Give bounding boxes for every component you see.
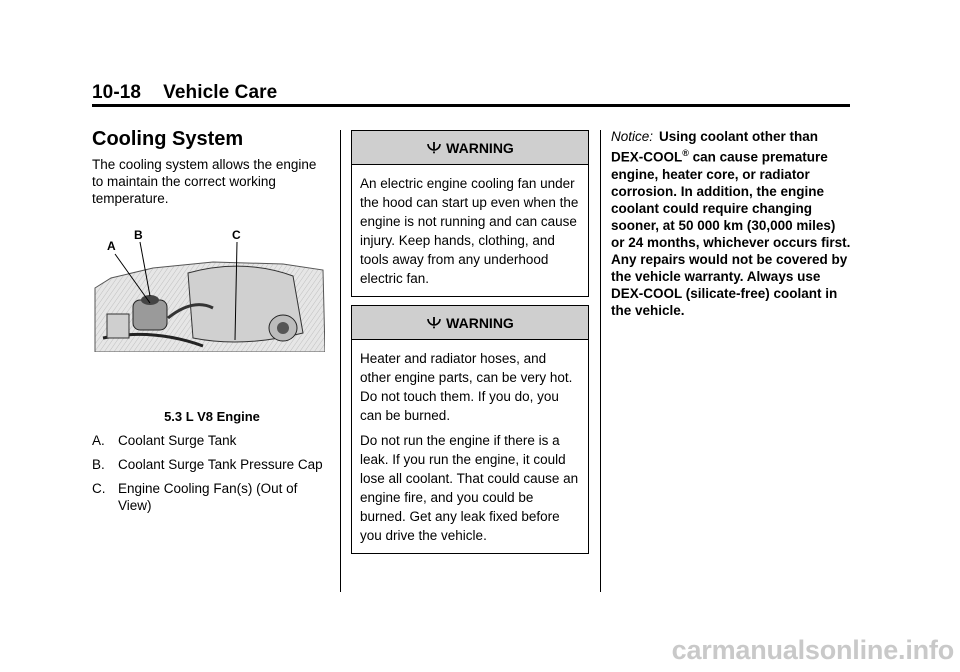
figure-caption: 5.3 L V8 Engine bbox=[164, 409, 260, 424]
legend-key: C. bbox=[92, 481, 106, 496]
chapter-title: Vehicle Care bbox=[163, 82, 278, 103]
figure-label-b: B bbox=[134, 228, 143, 242]
watermark: carmanualsonline.info bbox=[671, 635, 954, 665]
notice-text-1: Using coolant other than DEX-COOL bbox=[611, 129, 819, 165]
intro-paragraph: The cooling system allows the engine to maintain the correct working temperature. bbox=[92, 157, 317, 206]
notice-paragraph bbox=[611, 128, 851, 319]
notice-text-2: can cause premature engine, heater core, or radiator corrosion. In addition, the engine coolant could require changing sooner, at 50 000 km (30,000 miles) or 24 months, whichever occurs first. Any repairs would not be covered by the vehicle warranty. Always use DEX-COOL (silicate-free) coolant in the vehicle. bbox=[611, 149, 851, 318]
legend-value: Coolant Surge Tank bbox=[118, 433, 237, 448]
engine-illustration bbox=[93, 228, 325, 352]
header-rule bbox=[92, 104, 850, 107]
figure-label-a: A bbox=[107, 239, 116, 253]
legend-value: Coolant Surge Tank Pressure Cap bbox=[118, 457, 323, 472]
figure-legend bbox=[92, 432, 332, 521]
warning-title: WARNING bbox=[446, 139, 514, 156]
warning-body bbox=[352, 165, 588, 296]
legend-key: A. bbox=[92, 433, 105, 448]
legend-value: Engine Cooling Fan(s) (Out of View) bbox=[118, 481, 298, 513]
warning-paragraph: Heater and radiator hoses, and other engine parts, can be very hot. Do not touch them. If you do, you can be burned. bbox=[360, 351, 573, 423]
legend-key: B. bbox=[92, 457, 105, 472]
page-number: 10-18 bbox=[92, 82, 142, 103]
legend-item bbox=[92, 480, 332, 514]
figure-label-c: C bbox=[232, 228, 241, 242]
notice-label: Notice: bbox=[611, 129, 654, 144]
legend-item bbox=[92, 456, 332, 473]
warning-icon bbox=[426, 315, 442, 331]
column-divider-1 bbox=[340, 130, 341, 592]
registered-mark: ® bbox=[682, 148, 689, 158]
warning-header bbox=[352, 306, 588, 340]
page-header bbox=[92, 82, 277, 104]
warning-paragraph: An electric engine cooling fan under the hood can start up even when the engine is not running and can cause injury. Keep hands, clothing, and tools away from any underhood electric fan. bbox=[360, 176, 579, 286]
warning-box-hot-parts bbox=[351, 305, 589, 554]
section-title: Cooling System bbox=[92, 128, 244, 150]
column-divider-2 bbox=[600, 130, 601, 592]
warning-paragraph: Do not run the engine if there is a leak. If you run the engine, it could lose all coolant. That could cause an engine fire, and you could be burned. Get any leak fixed before you drive the vehicle. bbox=[360, 433, 579, 543]
legend-item bbox=[92, 432, 332, 449]
warning-icon bbox=[426, 140, 442, 156]
warning-header bbox=[352, 131, 588, 165]
warning-title: WARNING bbox=[446, 314, 514, 331]
warning-body bbox=[352, 340, 588, 553]
warning-box-fan bbox=[351, 130, 589, 297]
